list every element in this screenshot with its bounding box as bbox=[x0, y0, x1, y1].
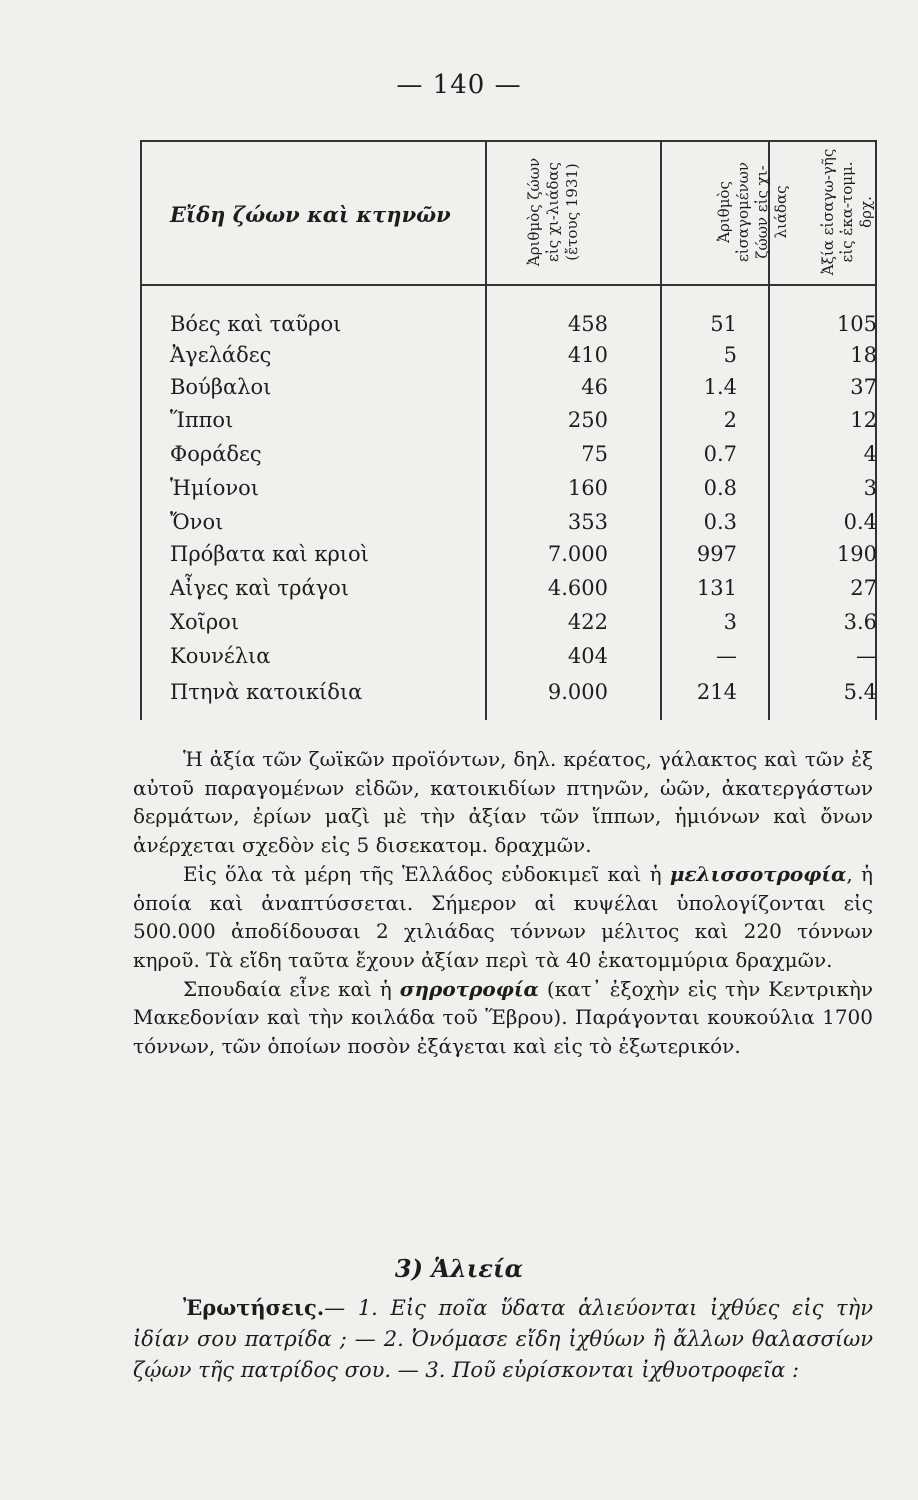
row-value: 18 bbox=[850, 343, 877, 367]
row-imported: — bbox=[716, 644, 737, 668]
questions-label: Ἐρωτήσεις. bbox=[183, 1295, 325, 1320]
term-sericulture: σηροτροφία bbox=[399, 976, 539, 1001]
questions bbox=[133, 1292, 873, 1386]
row-name: Ἡμίονοι bbox=[170, 476, 260, 500]
row-name: Βόες καὶ ταῦροι bbox=[170, 312, 342, 336]
row-value: 37 bbox=[850, 375, 877, 399]
row-count: 422 bbox=[567, 610, 608, 634]
row-value: 105 bbox=[836, 312, 877, 336]
row-count: 9.000 bbox=[547, 680, 608, 704]
table-row bbox=[140, 312, 877, 346]
row-count: 250 bbox=[567, 408, 608, 432]
p2-before: Εἰς ὅλα τὰ μέρη τῆς Ἑλλάδος εὐδοκιμεῖ καὶ ἡ bbox=[183, 861, 670, 886]
questions-text: — 1. Εἰς ποῖα ὕδατα ἁλιεύονται ἰχθύες εἰς τὴν ἰδίαν σου πατρίδα ; — 2. Ὀνόμασε εἴδη ἰχθύων ἢ ἄλλων θαλασσίων ζῴων τῆς πατρίδος σου. — 3. Ποῦ εὑρίσκονται ἰχθυοτροφεῖα : bbox=[133, 1296, 873, 1382]
row-imported: 2 bbox=[723, 408, 737, 432]
row-imported: 0.3 bbox=[703, 510, 737, 534]
term-beekeeping: μελισσοτροφία bbox=[669, 861, 847, 886]
table-row bbox=[140, 680, 877, 714]
row-value: 12 bbox=[850, 408, 877, 432]
row-name: Πτηνὰ κατοικίδια bbox=[170, 680, 363, 704]
row-count: 46 bbox=[581, 375, 608, 399]
table-row bbox=[140, 644, 877, 678]
paragraph-beekeeping bbox=[133, 860, 873, 975]
row-name: Ὄνοι bbox=[170, 510, 224, 534]
row-value: 3 bbox=[863, 476, 877, 500]
row-imported: 3 bbox=[723, 610, 737, 634]
row-name: Ἵπποι bbox=[170, 408, 234, 432]
row-count: 404 bbox=[567, 644, 608, 668]
table-row bbox=[140, 442, 877, 476]
row-imported: 131 bbox=[696, 576, 737, 600]
table-row bbox=[140, 375, 877, 409]
table-top-rule bbox=[140, 140, 877, 142]
row-name: Πρόβατα καὶ κριοὶ bbox=[170, 542, 369, 566]
row-imported: 51 bbox=[710, 312, 737, 336]
row-name: Κουνέλια bbox=[170, 644, 271, 668]
paragraph-animal-products: Ἡ ἀξία τῶν ζωϊκῶν προϊόντων, δηλ. κρέατος, γάλακτος καὶ τῶν ἐξ αὐτοῦ παραγομένων εἰδῶν, κατοικιδίων πτηνῶν, ὠῶν, ἀκατεργάστων δερμάτων, ἐρίων μαζὶ μὲ τὴν ἀξίαν τῶν ἵππων, ἡμιόνων καὶ ὄνων ἀνέρχεται σχεδὸν εἰς 5 δισεκατομ. δραχμῶν. bbox=[133, 747, 873, 858]
paragraph-sericulture bbox=[133, 975, 873, 1061]
page-number: — 140 — bbox=[396, 70, 522, 100]
row-value: 3.6 bbox=[843, 610, 877, 634]
table-row bbox=[140, 576, 877, 610]
p2-after: , ἡ ὁποία καὶ ἀναπτύσσεται. Σήμερον αἱ κυψέλαι ὑπολογίζονται εἰς 500.000 ἀποδίδουσαι 2 χιλιάδας τόννων μέλιτος καὶ 220 τόννων κηροῦ. Τὰ εἴδη ταῦτα ἔχουν ἀξίαν περὶ τὰ 40 ἑκατομμύρια δραχμῶν. bbox=[133, 861, 873, 972]
row-imported: 1.4 bbox=[703, 375, 737, 399]
table-row bbox=[140, 408, 877, 442]
row-count: 458 bbox=[567, 312, 608, 336]
row-count: 160 bbox=[567, 476, 608, 500]
body-text bbox=[133, 745, 873, 1061]
table-row bbox=[140, 542, 877, 576]
row-count: 410 bbox=[567, 343, 608, 367]
row-value: — bbox=[856, 644, 877, 668]
row-value: 0.4 bbox=[843, 510, 877, 534]
table-row bbox=[140, 510, 877, 544]
row-value: 4 bbox=[863, 442, 877, 466]
row-value: 190 bbox=[836, 542, 877, 566]
livestock-table bbox=[140, 140, 877, 720]
row-name: Βούβαλοι bbox=[170, 375, 272, 399]
table-row bbox=[140, 476, 877, 510]
row-count: 353 bbox=[567, 510, 608, 534]
questions-paragraph bbox=[133, 1292, 873, 1386]
table-header-rule bbox=[140, 284, 877, 286]
row-name: Χοῖροι bbox=[170, 610, 240, 634]
p3-before: Σπουδαία εἶνε καὶ ἡ bbox=[183, 976, 400, 1001]
table-row bbox=[140, 343, 877, 377]
row-imported: 997 bbox=[696, 542, 737, 566]
row-imported: 5 bbox=[723, 343, 737, 367]
p3-after: (κατ᾽ ἐξοχὴν εἰς τὴν Κεντρικὴν Μακεδονίαν καὶ τὴν κοιλάδα τοῦ Ἕβρου). Παράγονται κουκούλια 1700 τόννων, τῶν ὁποίων ποσὸν ἐξάγεται καὶ εἰς τὸ ἐξωτερικόν. bbox=[133, 976, 873, 1059]
row-name: Αἶγες καὶ τράγοι bbox=[170, 576, 350, 600]
row-count: 4.600 bbox=[547, 576, 608, 600]
row-imported: 0.8 bbox=[703, 476, 737, 500]
row-value: 5.4 bbox=[843, 680, 877, 704]
table-row bbox=[140, 610, 877, 644]
header-species: Εἴδη ζώων καὶ κτηνῶν bbox=[170, 202, 451, 227]
row-value: 27 bbox=[850, 576, 877, 600]
header-imported: Ἀριθμὸς εἰσαγομένων ζώων εἰς χι-λιάδας bbox=[715, 162, 790, 263]
row-name: Φοράδες bbox=[170, 442, 262, 466]
row-name: Ἀγελάδες bbox=[170, 343, 272, 367]
row-count: 7.000 bbox=[547, 542, 608, 566]
row-count: 75 bbox=[581, 442, 608, 466]
row-imported: 0.7 bbox=[703, 442, 737, 466]
header-value: Ἀξία εἰσαγω-γῆς εἰς ἑκα-τομμ. δρχ. bbox=[819, 148, 875, 276]
section-title: 3) Ἁλιεία bbox=[394, 1254, 524, 1283]
header-count: Ἀριθμὸς ζώων εἰς χι-λιάδας (ἔτους 1931) bbox=[525, 157, 581, 267]
row-imported: 214 bbox=[696, 680, 737, 704]
